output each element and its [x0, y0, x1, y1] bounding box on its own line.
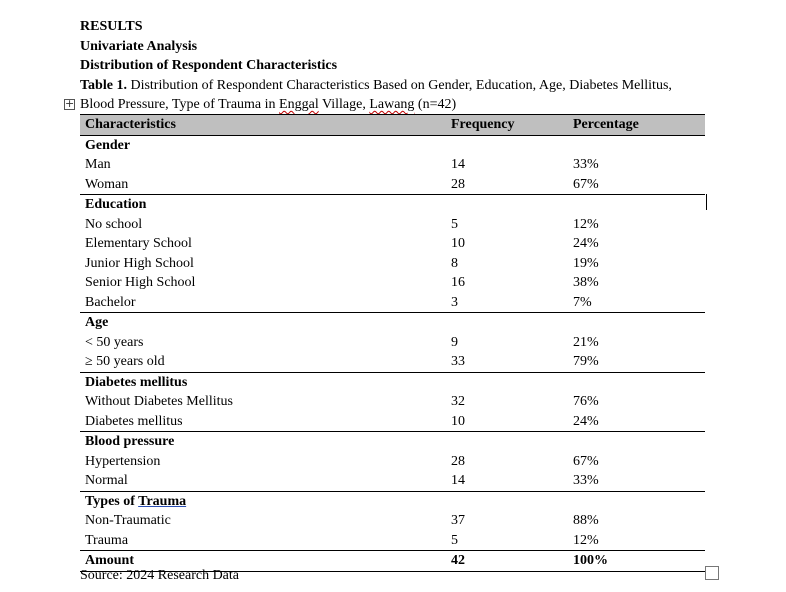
group-row-gender	[80, 135, 705, 155]
row-percentage: 24%	[568, 412, 705, 432]
row-label: No school	[85, 216, 143, 232]
total-frequency: 42	[446, 551, 568, 572]
caption-mid: Village,	[318, 97, 370, 112]
header-characteristics: Characteristics	[80, 115, 446, 136]
row-percentage: 67%	[573, 453, 599, 469]
row-label: Trauma	[80, 531, 446, 551]
table-row	[80, 531, 705, 551]
group-title: Blood pressure	[85, 434, 175, 449]
row-frequency: 5	[446, 531, 568, 551]
group-title-prefix: Types of	[85, 493, 139, 509]
caption-label: Table 1.	[80, 77, 127, 93]
table-row	[80, 293, 705, 313]
table-row	[80, 511, 705, 531]
caption-village[interactable]: Enggal	[279, 97, 319, 112]
table-row	[80, 412, 705, 432]
results-heading: RESULTS	[80, 19, 143, 34]
row-label: Non-Traumatic	[85, 513, 171, 528]
group-row-diabetes	[80, 372, 705, 392]
row-percentage: 38%	[573, 275, 599, 290]
distribution-heading: Distribution of Respondent Characteristics	[80, 58, 338, 73]
table-header-row	[80, 115, 705, 136]
group-row-trauma	[80, 491, 705, 511]
row-percentage: 21%	[573, 334, 599, 350]
row-frequency: 14	[451, 157, 465, 172]
row-frequency: 14	[446, 471, 568, 491]
table-resize-handle-icon[interactable]	[705, 566, 719, 580]
row-percentage: 88%	[573, 513, 599, 528]
group-row-education	[80, 195, 705, 215]
row-frequency: 33	[446, 352, 568, 372]
table-row	[80, 452, 705, 472]
table-row	[80, 352, 705, 372]
characteristics-table	[80, 114, 705, 572]
row-percentage: 7%	[568, 293, 705, 313]
row-percentage: 33%	[573, 157, 599, 172]
row-frequency: 32	[451, 394, 465, 409]
table-row	[80, 234, 705, 254]
row-percentage: 33%	[568, 471, 705, 491]
row-frequency: 28	[446, 175, 568, 195]
row-frequency: 8	[451, 255, 458, 271]
group-title	[80, 491, 446, 511]
row-label: Woman	[80, 175, 446, 195]
row-label: Man	[85, 157, 111, 172]
header-frequency: Frequency	[446, 115, 568, 136]
row-frequency: 10	[451, 236, 465, 251]
row-label: Elementary School	[85, 236, 192, 251]
table-row	[80, 175, 705, 195]
row-label: Normal	[80, 471, 446, 491]
group-title: Education	[85, 197, 147, 212]
total-percentage: 100%	[568, 551, 705, 572]
row-frequency: 37	[451, 513, 465, 528]
row-label: Diabetes mellitus	[80, 412, 446, 432]
caption-end: (n=42)	[414, 97, 457, 112]
caption-line2-start: Blood Pressure, Type of Trauma in	[80, 97, 280, 112]
row-percentage: 24%	[573, 236, 599, 251]
row-percentage: 79%	[568, 352, 705, 372]
group-title: Gender	[85, 137, 131, 153]
row-frequency: 3	[446, 293, 568, 313]
row-label: Senior High School	[85, 275, 196, 290]
row-label: Hypertension	[85, 453, 161, 469]
row-label: < 50 years	[85, 334, 144, 350]
table-move-handle-icon[interactable]: +	[65, 97, 75, 110]
group-title-trauma-word[interactable]: Trauma	[138, 493, 187, 509]
table-row	[80, 471, 705, 491]
table-row	[80, 215, 705, 235]
document-body	[80, 17, 705, 115]
total-label: Amount	[80, 551, 446, 572]
row-percentage: 76%	[573, 394, 599, 409]
table-row	[80, 392, 705, 412]
source-note: Source: 2024 Research Data	[80, 568, 239, 583]
row-frequency: 9	[451, 334, 458, 350]
row-frequency: 10	[446, 412, 568, 432]
table-edge-marker	[706, 194, 707, 210]
row-label: Bachelor	[80, 293, 446, 313]
table-caption	[80, 76, 705, 115]
caption-line1: Distribution of Respondent Characteristics Based on Gender, Education, Age, Diabetes Mellitus,	[126, 77, 672, 93]
row-percentage: 67%	[568, 175, 705, 195]
row-frequency: 5	[451, 216, 458, 232]
univariate-heading: Univariate Analysis	[80, 38, 198, 54]
row-percentage: 12%	[573, 216, 599, 232]
row-percentage: 12%	[568, 531, 705, 551]
table-row	[80, 273, 705, 293]
caption-town[interactable]: Lawang	[369, 97, 415, 112]
group-row-blood-pressure	[80, 432, 705, 452]
table-row	[80, 155, 705, 175]
group-row-age	[80, 313, 705, 333]
header-percentage: Percentage	[568, 115, 705, 136]
row-label: Junior High School	[85, 255, 194, 271]
row-frequency: 16	[451, 275, 465, 290]
table-row	[80, 333, 705, 353]
group-title: Diabetes mellitus	[85, 374, 188, 390]
group-title: Age	[85, 315, 109, 330]
row-frequency: 28	[451, 453, 465, 469]
table-row	[80, 254, 705, 274]
row-percentage: 19%	[573, 255, 599, 271]
row-label: ≥ 50 years old	[80, 352, 446, 372]
row-label: Without Diabetes Mellitus	[85, 394, 233, 409]
